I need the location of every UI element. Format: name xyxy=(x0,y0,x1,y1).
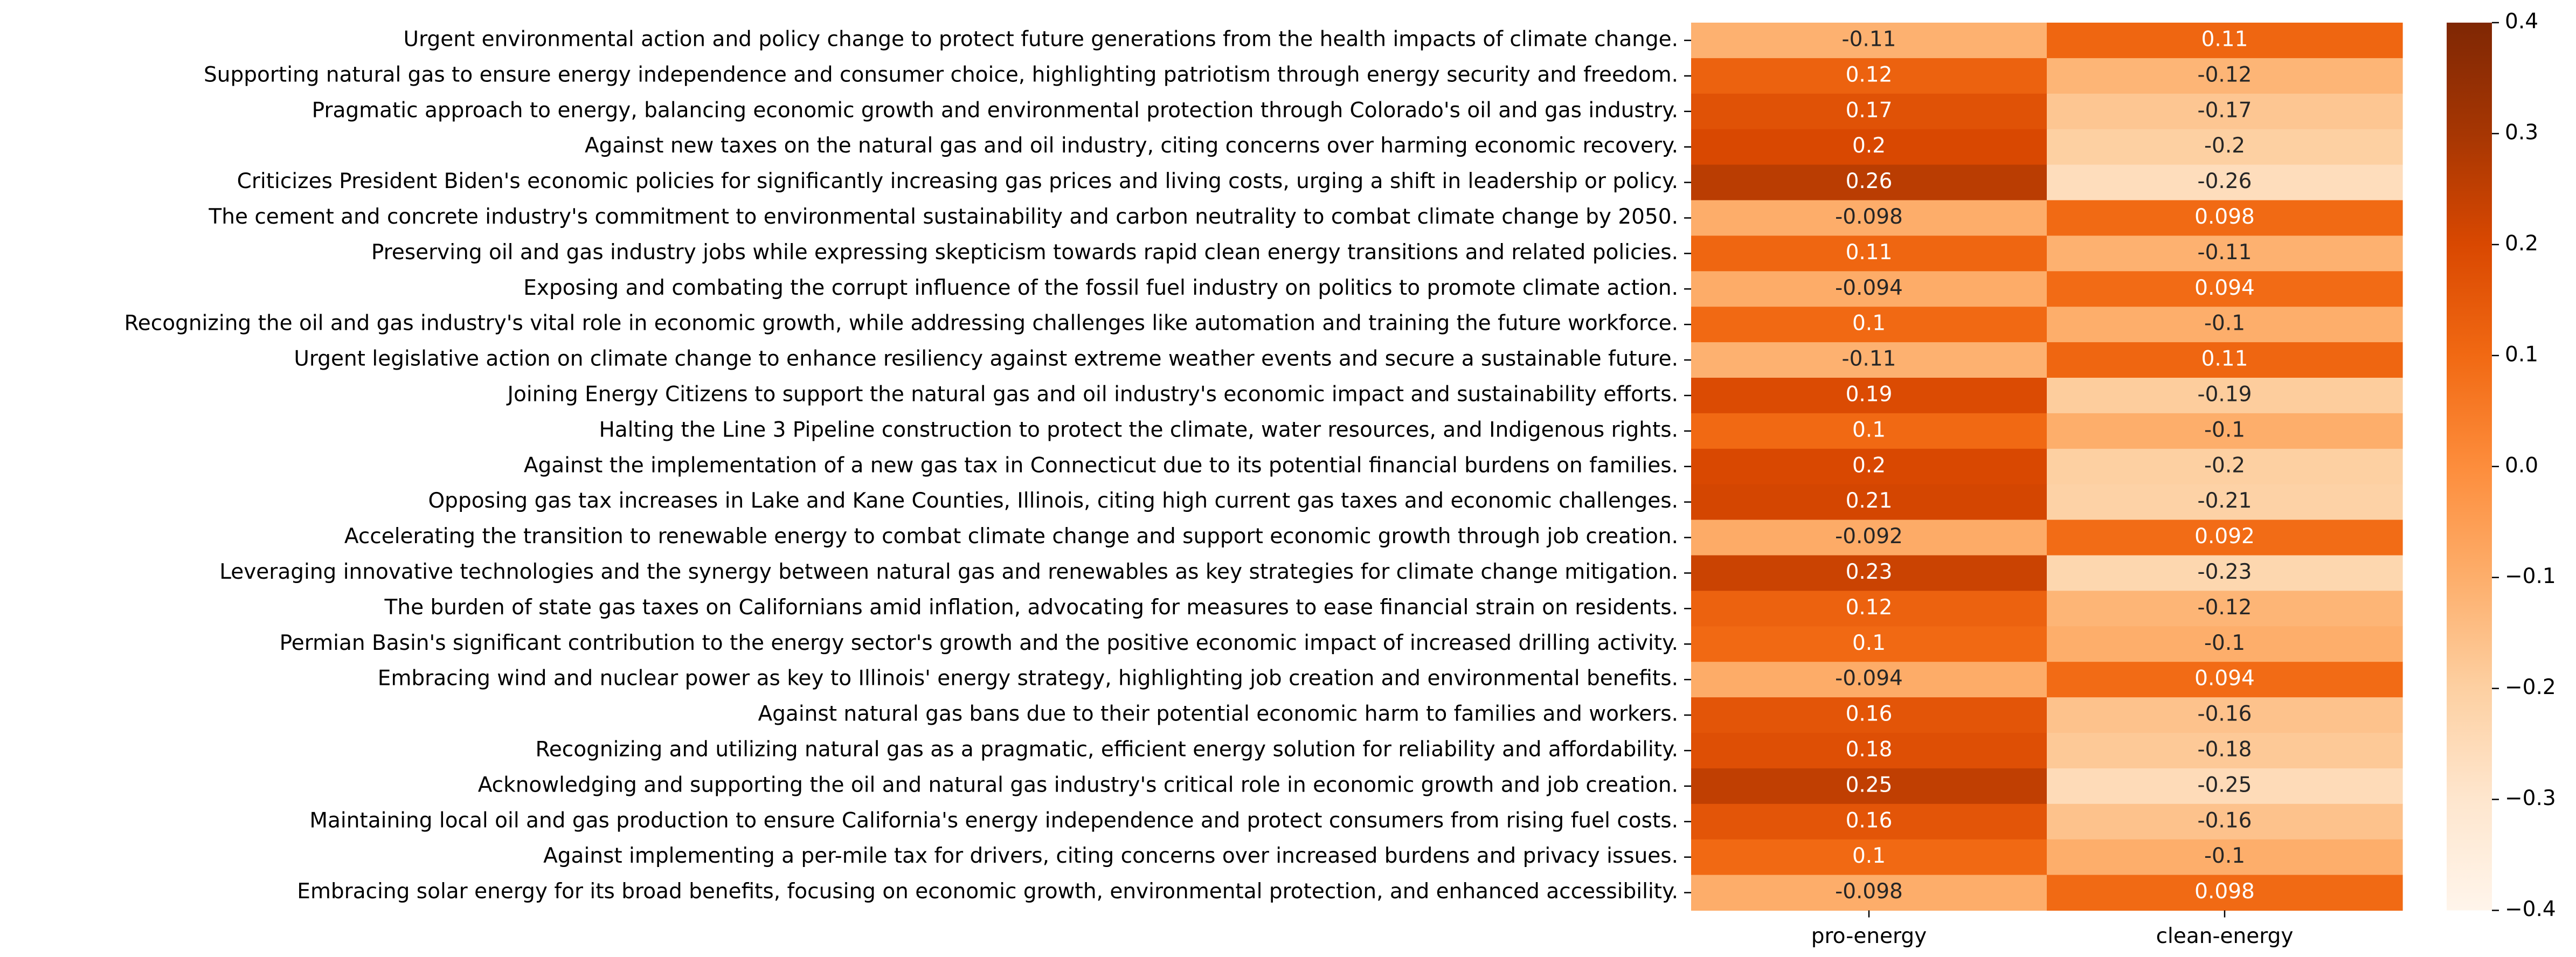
cell-value-label: 0.092 xyxy=(2194,524,2255,549)
cell-value-label: 0.2 xyxy=(1852,134,1886,158)
cell-value-label: -0.2 xyxy=(2204,134,2246,158)
cell-value-label: -0.16 xyxy=(2197,808,2252,833)
colorbar-tick-label: 0.2 xyxy=(2505,231,2539,256)
cell-value-label: 0.098 xyxy=(2194,879,2255,904)
cell-value-label: 0.2 xyxy=(1852,453,1886,478)
row-label: The burden of state gas taxes on Californians amid inflation, advocating for measures to ease financial strain on residents. xyxy=(384,595,1678,620)
cell-value-label: 0.16 xyxy=(1845,808,1893,833)
cell-value-label: 0.11 xyxy=(1845,240,1893,265)
cell-value-label: -0.11 xyxy=(2197,240,2252,265)
row-label: The cement and concrete industry's commitment to environmental sustainability and carbon neutrality to combat climate change by 2050. xyxy=(209,204,1678,229)
cell-value-label: 0.1 xyxy=(1852,311,1886,336)
cell-value-label: -0.25 xyxy=(2197,773,2252,798)
cell-value-label: 0.098 xyxy=(2194,204,2255,229)
cell-value-label: -0.12 xyxy=(2197,595,2252,620)
cell-value-label: -0.094 xyxy=(1835,666,1903,691)
cell-value-label: -0.1 xyxy=(2204,418,2246,442)
row-label: Embracing solar energy for its broad benefits, focusing on economic growth, environmental protection, and enhanced accessibility. xyxy=(297,879,1678,904)
row-label: Halting the Line 3 Pipeline construction to protect the climate, water resources, and Indigenous rights. xyxy=(599,418,1678,442)
heatmap-cells xyxy=(1691,23,2403,911)
cell-value-label: 0.25 xyxy=(1845,773,1893,798)
colorbar-tick-label: −0.3 xyxy=(2505,786,2556,811)
cell-value-label: -0.12 xyxy=(2197,63,2252,87)
column-label: pro-energy xyxy=(1811,924,1927,948)
colorbar-tick-label: 0.0 xyxy=(2505,453,2539,478)
cell-value-label: -0.21 xyxy=(2197,489,2252,514)
row-label: Recognizing the oil and gas industry's vital role in economic growth, while addressing challenges like automation and training the future workforce. xyxy=(124,311,1678,336)
cell-value-label: 0.26 xyxy=(1845,169,1893,194)
cell-value-label: 0.23 xyxy=(1845,559,1893,584)
cell-value-label: -0.1 xyxy=(2204,311,2246,336)
cell-value-label: -0.11 xyxy=(1841,27,1896,52)
cell-value-label: 0.16 xyxy=(1845,702,1893,726)
cell-value-label: -0.19 xyxy=(2197,382,2252,407)
colorbar-tick-label: 0.4 xyxy=(2505,9,2539,34)
row-label: Acknowledging and supporting the oil and natural gas industry's critical role in economic growth and job creation. xyxy=(477,773,1678,798)
cell-value-label: 0.1 xyxy=(1852,844,1886,869)
cell-value-label: -0.26 xyxy=(2197,169,2252,194)
row-label: Accelerating the transition to renewable energy to combat climate change and support economic growth through job creation. xyxy=(344,524,1678,549)
row-label: Against natural gas bans due to their potential economic harm to families and workers. xyxy=(758,702,1678,726)
row-labels xyxy=(124,27,1691,904)
row-label: Urgent legislative action on climate change to enhance resiliency against extreme weather events and secure a sustainable future. xyxy=(294,346,1678,371)
cell-value-label: -0.17 xyxy=(2197,98,2252,123)
cell-value-label: 0.19 xyxy=(1845,382,1893,407)
row-label: Against implementing a per-mile tax for drivers, citing concerns over increased burdens and privacy issues. xyxy=(543,844,1678,869)
colorbar-tick-label: 0.1 xyxy=(2505,342,2539,367)
cell-value-label: -0.11 xyxy=(1841,346,1896,371)
row-label: Permian Basin's significant contribution to the energy sector's growth and the positive economic impact of increased drilling activity. xyxy=(279,630,1678,655)
column-label: clean-energy xyxy=(2156,924,2294,948)
row-label: Criticizes President Biden's economic policies for significantly increasing gas prices and living costs, urging a shift in leadership or policy. xyxy=(237,169,1678,194)
cell-value-label: 0.1 xyxy=(1852,418,1886,442)
cell-value-label: -0.098 xyxy=(1835,204,1903,229)
cell-value-label: 0.11 xyxy=(2201,27,2248,52)
cell-value-label: 0.11 xyxy=(2201,346,2248,371)
row-label: Opposing gas tax increases in Lake and Kane Counties, Illinois, citing high current gas taxes and economic challenges. xyxy=(428,489,1678,514)
row-label: Joining Energy Citizens to support the natural gas and oil industry's economic impact and sustainability efforts. xyxy=(507,382,1678,407)
row-label: Embracing wind and nuclear power as key to Illinois' energy strategy, highlighting job creation and environmental benefits. xyxy=(377,666,1678,691)
row-label: Supporting natural gas to ensure energy independence and consumer choice, highlighting patriotism through energy security and freedom. xyxy=(204,63,1678,87)
row-label: Pragmatic approach to energy, balancing economic growth and environmental protection through Colorado's oil and gas industry. xyxy=(311,98,1678,123)
colorbar-tick-label: −0.2 xyxy=(2505,675,2556,700)
row-label: Against new taxes on the natural gas and oil industry, citing concerns over harming economic recovery. xyxy=(584,134,1678,158)
cell-value-label: 0.094 xyxy=(2194,275,2255,300)
colorbar-gradient xyxy=(2447,23,2492,911)
row-label: Preserving oil and gas industry jobs while expressing skepticism towards rapid clean energy transitions and related policies. xyxy=(371,240,1678,265)
cell-value-label: -0.2 xyxy=(2204,453,2246,478)
cell-value-label: 0.094 xyxy=(2194,666,2255,691)
colorbar-tick-label: 0.3 xyxy=(2505,120,2539,145)
row-label: Leveraging innovative technologies and the synergy between natural gas and renewables as key strategies for climate change mitigation. xyxy=(219,559,1678,584)
cell-value-label: 0.21 xyxy=(1845,489,1893,514)
cell-value-label: -0.1 xyxy=(2204,844,2246,869)
row-label: Exposing and combating the corrupt influence of the fossil fuel industry on politics to promote climate action. xyxy=(523,275,1678,300)
row-label: Recognizing and utilizing natural gas as a pragmatic, efficient energy solution for reliability and affordability. xyxy=(535,737,1678,762)
row-label: Urgent environmental action and policy change to protect future generations from the health impacts of climate change. xyxy=(403,27,1678,52)
cell-value-label: 0.12 xyxy=(1845,595,1893,620)
cell-value-label: 0.18 xyxy=(1845,737,1893,762)
cell-value-label: -0.16 xyxy=(2197,702,2252,726)
cell-value-label: -0.094 xyxy=(1835,275,1903,300)
cell-value-label: -0.098 xyxy=(1835,879,1903,904)
cell-value-label: 0.17 xyxy=(1845,98,1893,123)
column-labels xyxy=(1811,911,2294,949)
cell-value-label: -0.092 xyxy=(1835,524,1903,549)
cell-value-label: 0.12 xyxy=(1845,63,1893,87)
cell-value-label: -0.18 xyxy=(2197,737,2252,762)
row-label: Against the implementation of a new gas tax in Connecticut due to its potential financial burdens on families. xyxy=(523,453,1678,478)
colorbar-tick-label: −0.1 xyxy=(2505,564,2556,589)
cell-value-label: -0.23 xyxy=(2197,559,2252,584)
colorbar-tick-label: −0.4 xyxy=(2505,897,2556,921)
cell-value-label: 0.1 xyxy=(1852,630,1886,655)
row-label: Maintaining local oil and gas production to ensure California's energy independence and protect consumers from rising fuel costs. xyxy=(309,808,1678,833)
cell-value-label: -0.1 xyxy=(2204,630,2246,655)
colorbar xyxy=(2447,10,2556,922)
